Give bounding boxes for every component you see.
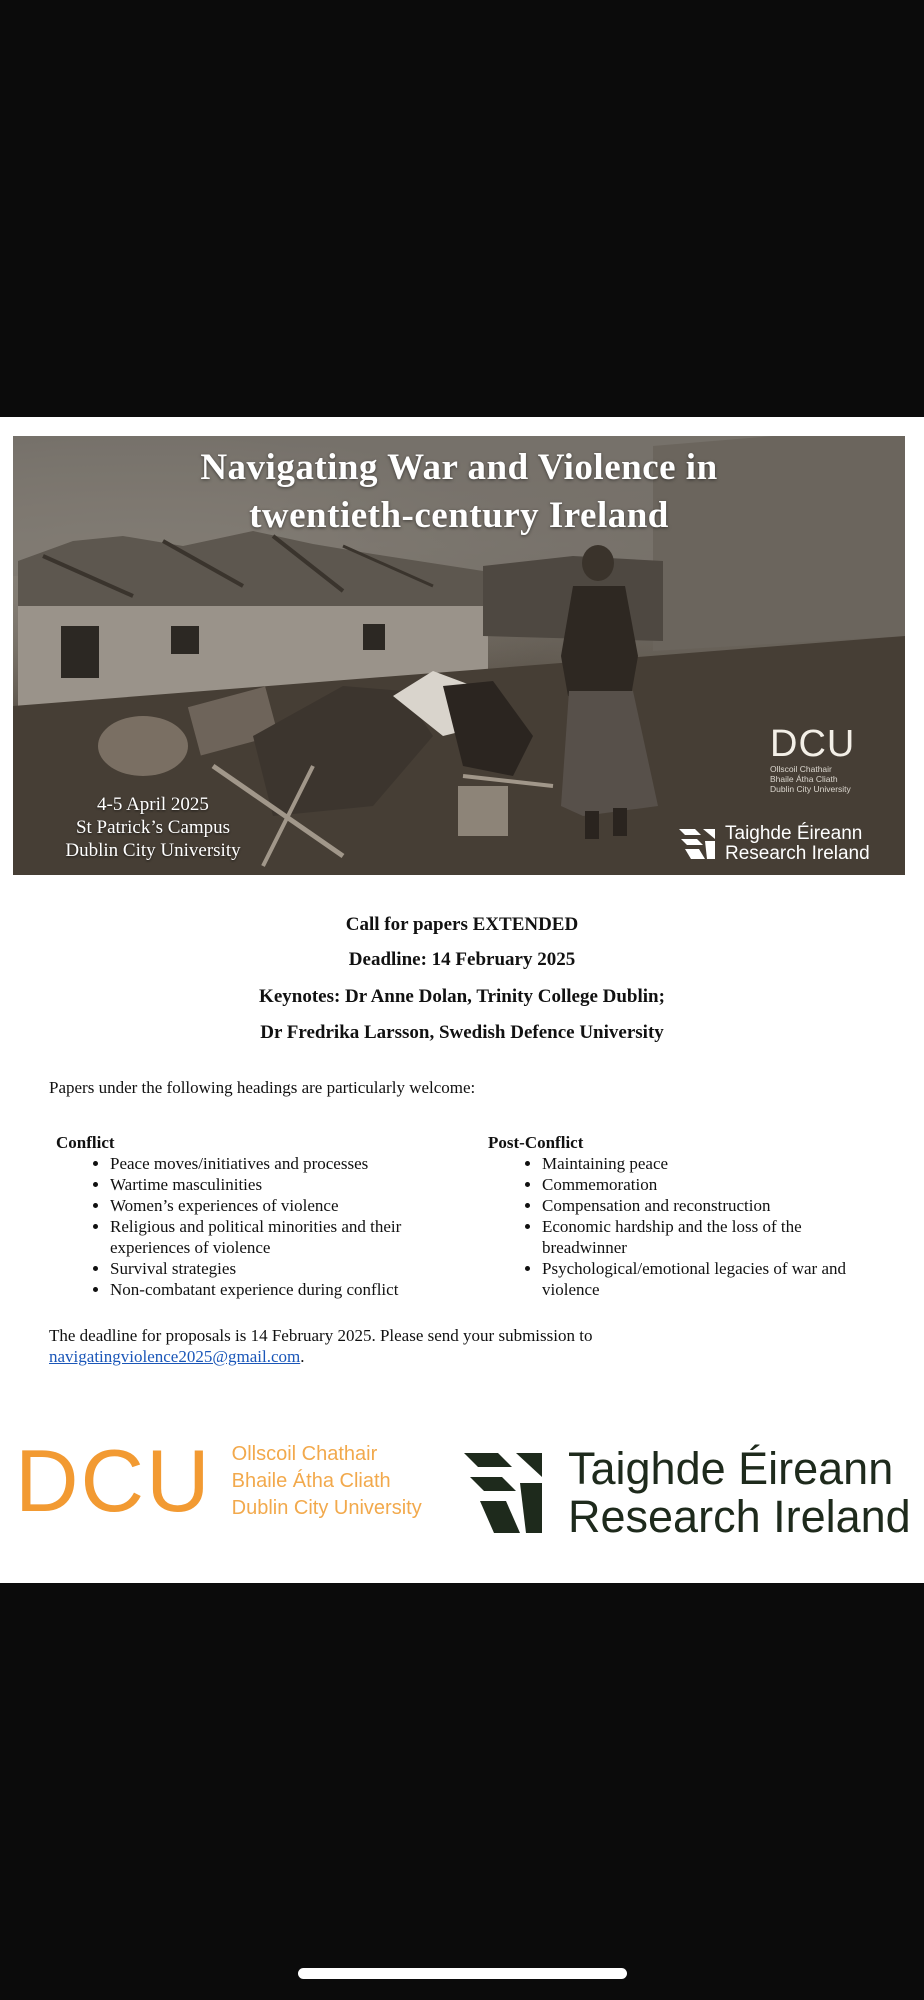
submission-email-link[interactable]: navigatingviolence2025@gmail.com — [49, 1347, 301, 1366]
banner-dcu-sub-line: Bhaile Átha Cliath — [770, 774, 838, 784]
intro-text: Papers under the following headings are particularly welcome: — [49, 1078, 476, 1097]
rie-logo-line: Taighde Éireann — [568, 1443, 894, 1494]
event-campus: St Patrick’s Campus — [75, 817, 231, 838]
conflict-column — [56, 1132, 436, 1300]
submission-deadline-text — [49, 1325, 849, 1367]
research-ireland-mark-icon — [679, 827, 717, 861]
keynotes-line-1: Keynotes: Dr Anne Dolan, Trinity College Dublin; — [259, 986, 665, 1007]
call-for-papers-heading: Call for papers EXTENDED — [345, 914, 579, 935]
list-item: • Psychological/emotional legacies of war and violence — [542, 1258, 858, 1300]
banner-dcu-mark: DCU — [770, 723, 856, 765]
research-ireland-logo-icon — [464, 1451, 544, 1535]
banner-title-line-2: twentieth-century Ireland — [249, 495, 669, 536]
banner-rie-line: Research Ireland — [725, 843, 870, 864]
list-item: • Economic hardship and the loss of the breadwinner — [542, 1216, 858, 1258]
deadline-sentence: The deadline for proposals is 14 February 2025. Please send your submission to — [49, 1326, 593, 1345]
list-item: • Wartime masculinities — [110, 1174, 436, 1195]
keynotes-line-2: Dr Fredrika Larsson, Swedish Defence University — [260, 1022, 664, 1043]
banner-rie-line: Taighde Éireann — [725, 823, 863, 844]
list-item: • Women’s experiences of violence — [110, 1195, 436, 1216]
dcu-logo-line: Ollscoil Chathair — [231, 1442, 378, 1465]
banner-dcu-logo — [770, 724, 855, 794]
post-conflict-list — [488, 1153, 858, 1300]
event-university: Dublin City University — [65, 840, 241, 861]
research-ireland-logo — [464, 1445, 911, 1541]
banner-title-line-1: Navigating War and Violence in — [200, 447, 718, 488]
post-conflict-column — [488, 1132, 858, 1300]
post-conflict-heading: Post-Conflict — [488, 1133, 584, 1152]
research-ireland-logo-text — [568, 1445, 911, 1541]
conflict-list — [56, 1153, 436, 1300]
banner-dcu-subtitle — [770, 764, 855, 794]
home-indicator[interactable] — [298, 1968, 627, 1979]
banner-dcu-sub-line: Ollscoil Chathair — [770, 764, 832, 774]
dcu-logo-line: Dublin City University — [231, 1496, 422, 1519]
banner-photo — [13, 436, 905, 875]
list-item: • Commemoration — [542, 1174, 858, 1195]
rie-logo-line: Research Ireland — [568, 1491, 911, 1542]
list-item: • Non-combatant experience during conflict — [110, 1279, 436, 1300]
list-item: • Compensation and reconstruction — [542, 1195, 858, 1216]
event-details — [33, 793, 273, 862]
conflict-heading: Conflict — [56, 1133, 115, 1152]
dcu-logo-text — [232, 1441, 422, 1522]
deadline-heading: Deadline: 14 February 2025 — [348, 949, 576, 970]
list-item: • Maintaining peace — [542, 1153, 858, 1174]
list-item: • Peace moves/initiatives and processes — [110, 1153, 436, 1174]
banner-rie-text — [725, 824, 870, 864]
banner-title — [13, 444, 905, 540]
banner-dcu-sub-line: Dublin City University — [770, 784, 851, 794]
dcu-logo-mark: DCU — [15, 1431, 212, 1530]
dcu-logo-line: Bhaile Átha Cliath — [231, 1469, 391, 1492]
dcu-logo — [15, 1431, 422, 1530]
deadline-period: . — [300, 1347, 305, 1366]
banner-research-ireland-logo — [679, 824, 870, 864]
poster-document — [0, 417, 924, 1583]
list-item: • Religious and political minorities and their experiences of violence — [110, 1216, 436, 1258]
list-item: • Survival strategies — [110, 1258, 436, 1279]
event-date: 4-5 April 2025 — [97, 794, 209, 815]
